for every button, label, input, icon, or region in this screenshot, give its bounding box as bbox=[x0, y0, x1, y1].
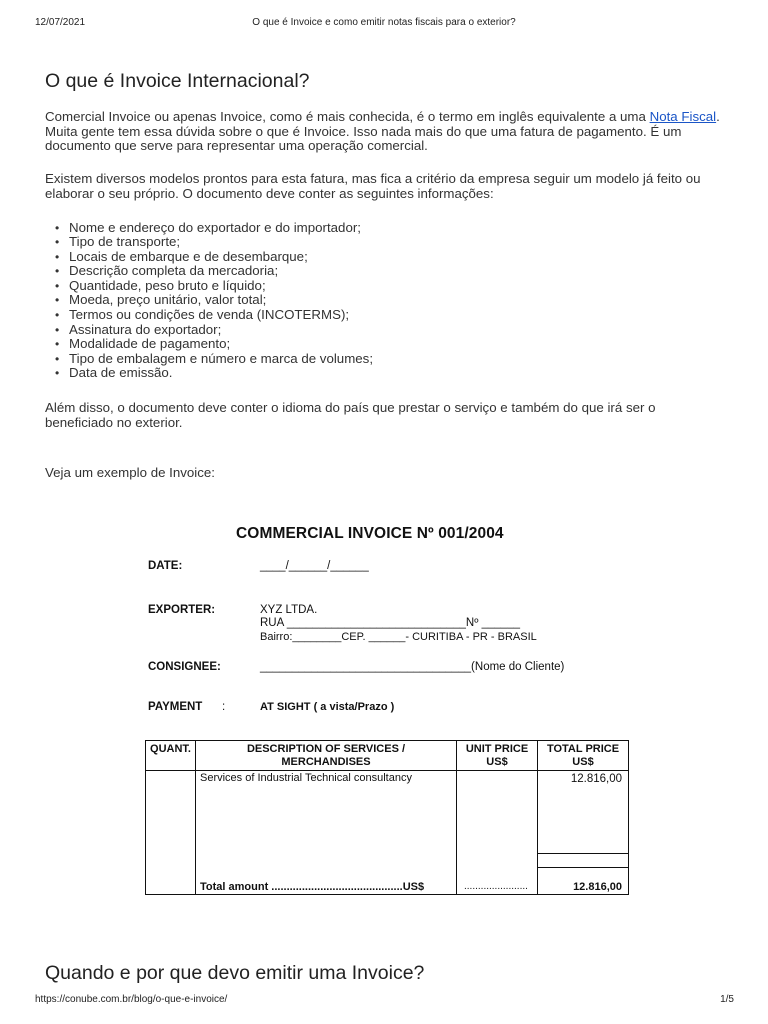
header-quant: QUANT. bbox=[150, 743, 191, 755]
invoice-exporter-label: EXPORTER: bbox=[148, 604, 216, 616]
print-footer bbox=[0, 994, 768, 1008]
invoice-example-image bbox=[145, 525, 635, 895]
footer-page-number: 1/5 bbox=[720, 994, 734, 1005]
paragraph-models: Existem diversos modelos prontos para esta fatura, mas fica a critério da empresa seguir um modelo já feito ou elaborar o seu próprio. O documento deve conter as seguintes informações: bbox=[45, 171, 701, 201]
page-title: O que é Invoice Internacional? bbox=[45, 70, 310, 92]
total-amount-label: Total amount ...........................................US$ bbox=[200, 881, 425, 893]
article-content bbox=[45, 68, 725, 481]
paragraph-language: Além disso, o documento deve conter o idioma do país que prestar o serviço e também do que irá ser o beneficiado no exterior. bbox=[45, 400, 656, 430]
print-header bbox=[0, 17, 768, 31]
table-divider bbox=[456, 741, 457, 894]
print-date: 12/07/2021 bbox=[35, 17, 86, 28]
paragraph-intro-text-a: Comercial Invoice ou apenas Invoice, como é mais conhecida, é o termo em inglês equivalente a uma bbox=[45, 109, 650, 124]
next-section-heading: Quando e por que devo emitir uma Invoice? bbox=[45, 962, 425, 984]
list-item: • Termos ou condições de venda (INCOTERMS); bbox=[69, 308, 725, 323]
invoice-date-value: ____/______/______ bbox=[260, 560, 369, 572]
paragraph-example: Veja um exemplo de Invoice: bbox=[45, 465, 216, 481]
list-item: • Descrição completa da mercadoria; bbox=[69, 264, 725, 279]
header-unit-price: UNIT PRICE US$ bbox=[465, 743, 529, 768]
list-item: • Modalidade de pagamento; bbox=[69, 337, 725, 352]
table-divider bbox=[537, 741, 538, 894]
list-item: • Moeda, preço unitário, valor total; bbox=[69, 293, 725, 308]
table-divider bbox=[146, 770, 628, 771]
print-title: O que é Invoice e como emitir notas fiscais para o exterior? bbox=[252, 17, 516, 28]
invoice-date-label: DATE: bbox=[148, 560, 183, 572]
invoice-exporter-city: Bairro:________CEP. ______- CURITIBA - PR - BRASIL bbox=[260, 631, 537, 643]
list-item: • Tipo de embalagem e número e marca de volumes; bbox=[69, 352, 725, 367]
row-total-price: 12.816,00 bbox=[570, 773, 622, 785]
invoice-table bbox=[145, 740, 629, 895]
invoice-exporter-street: RUA ____________________________Nº ______ bbox=[260, 617, 520, 629]
invoice-payment-label: PAYMENT bbox=[148, 701, 203, 713]
list-item: • Tipo de transporte; bbox=[69, 235, 725, 250]
row-description: Services of Industrial Technical consultancy bbox=[200, 772, 412, 784]
table-divider bbox=[537, 867, 628, 868]
invoice-payment-colon: : bbox=[222, 701, 226, 713]
invoice-consignee-value: _________________________________(Nome do Cliente) bbox=[260, 661, 565, 673]
invoice-payment-value: AT SIGHT ( a vista/Prazo ) bbox=[260, 701, 395, 713]
total-amount-value: 12.816,00 bbox=[573, 881, 622, 893]
footer-url: https://conube.com.br/blog/o-que-e-invoice/ bbox=[35, 994, 228, 1005]
table-divider bbox=[537, 853, 628, 854]
list-item: • Assinatura do exportador; bbox=[69, 323, 725, 338]
paragraph-intro-text-b: . Muita gente tem essa dúvida sobre o que é Invoice. Isso nada mais do que uma fatura de pagamento. É um documento que serve para representar uma operação comercial. bbox=[45, 109, 720, 154]
list-item: • Nome e endereço do exportador e do importador; bbox=[69, 221, 725, 236]
header-description: DESCRIPTION OF SERVICES / MERCHANDISES bbox=[246, 743, 406, 768]
list-item: • Data de emissão. bbox=[69, 366, 725, 381]
invoice-title: COMMERCIAL INVOICE Nº 001/2004 bbox=[236, 525, 504, 542]
paragraph-intro bbox=[45, 110, 725, 154]
info-list bbox=[45, 221, 725, 382]
table-divider bbox=[195, 741, 196, 894]
total-unit-dots: ....................... bbox=[464, 881, 528, 892]
list-item: • Quantidade, peso bruto e líquido; bbox=[69, 279, 725, 294]
invoice-exporter-name: XYZ LTDA. bbox=[260, 604, 318, 616]
list-item: • Locais de embarque e de desembarque; bbox=[69, 250, 725, 265]
nota-fiscal-link[interactable]: Nota Fiscal bbox=[649, 109, 717, 124]
invoice-consignee-label: CONSIGNEE: bbox=[148, 661, 221, 673]
header-total-price: TOTAL PRICE US$ bbox=[546, 743, 620, 768]
